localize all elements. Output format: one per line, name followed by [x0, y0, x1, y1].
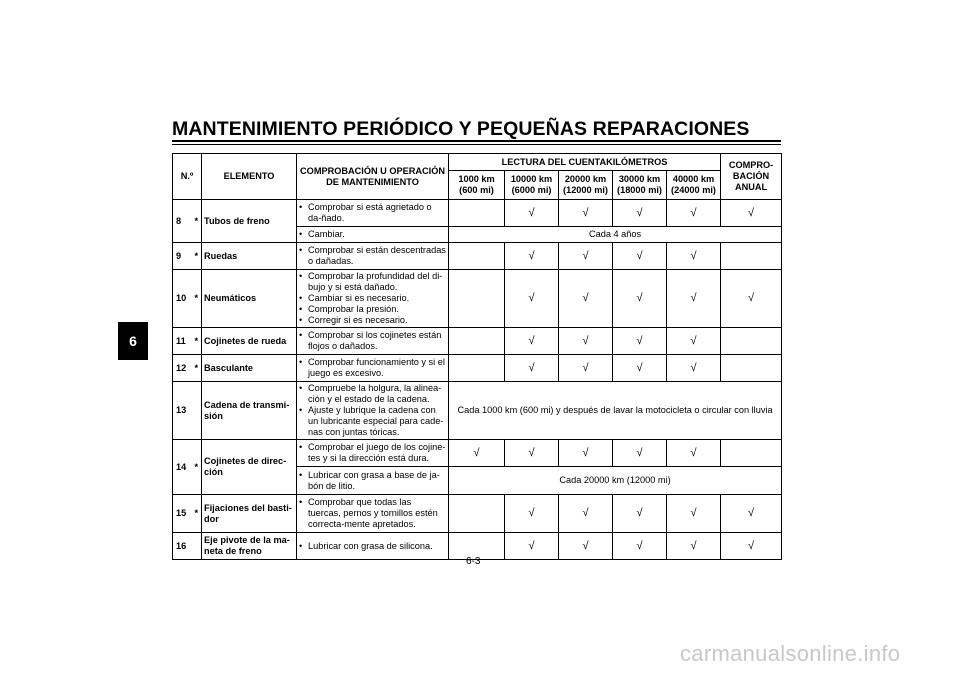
- check-cell-empty: [721, 243, 782, 270]
- star-mark: *: [192, 270, 202, 328]
- check-mark: √: [505, 243, 559, 270]
- element-name: Eje pivote de la ma-neta de freno: [202, 533, 297, 560]
- table-row: [173, 328, 782, 355]
- star-mark: *: [192, 328, 202, 355]
- operation-item: • Cambiar.: [299, 229, 446, 240]
- check-cell-empty: [721, 355, 782, 382]
- watermark: carmanualsonline.info: [680, 641, 901, 666]
- operation-cell: [297, 355, 449, 382]
- check-mark: √: [667, 355, 721, 382]
- element-name: Neumáticos: [202, 270, 297, 328]
- check-mark: √: [721, 533, 782, 560]
- header-interval-1: [449, 171, 505, 200]
- check-mark: √: [613, 355, 667, 382]
- header-interval-3: [559, 171, 613, 200]
- check-mark: √: [505, 270, 559, 328]
- km-40000: 40000 km: [672, 174, 715, 184]
- check-mark: √: [721, 200, 782, 227]
- check-mark: √: [613, 243, 667, 270]
- check-mark: √: [613, 495, 667, 533]
- row-number: 11: [173, 328, 192, 355]
- check-cell-empty: [721, 440, 782, 467]
- operation-item: • Comprobar la presión.: [299, 304, 446, 315]
- check-mark: √: [667, 243, 721, 270]
- operation-item: • Ajuste y lubrique la cadena con un lubricante especial para cade-nas con juntas tóricas.: [299, 405, 446, 438]
- operation-cell: [297, 200, 449, 227]
- operation-item: • Comprobar la profundidad del di-bujo y si está dañado.: [299, 271, 446, 293]
- operation-cell: [297, 227, 449, 243]
- element-name: Cojinetes de direc-ción: [202, 440, 297, 495]
- check-mark: √: [613, 270, 667, 328]
- star-mark: *: [192, 495, 202, 533]
- check-mark: √: [613, 533, 667, 560]
- header-row-1: [173, 154, 782, 171]
- row-number: 12: [173, 355, 192, 382]
- operation-item: • Corregir si es necesario.: [299, 315, 446, 326]
- element-name: Basculante: [202, 355, 297, 382]
- page-title: MANTENIMIENTO PERIÓDICO Y PEQUEÑAS REPARACIONES: [172, 118, 750, 140]
- check-mark: √: [559, 440, 613, 467]
- interval-span: Cada 4 años: [449, 227, 782, 243]
- check-mark: √: [667, 200, 721, 227]
- title-rule-thin: [172, 144, 781, 145]
- operation-item: • Comprobar funcionamiento y si el juego es excesivo.: [299, 357, 446, 379]
- check-mark: √: [505, 495, 559, 533]
- check-mark: √: [721, 495, 782, 533]
- check-cell-empty: [449, 243, 505, 270]
- operation-item: • Comprobar si está agrietado o da-ñado.: [299, 202, 446, 224]
- km-1000: 1000 km: [458, 174, 495, 184]
- operation-item: • Comprobar si están descentradas o dañadas.: [299, 245, 446, 267]
- row-number: 14: [173, 440, 192, 495]
- operation-cell: [297, 495, 449, 533]
- interval-span: Cada 1000 km (600 mi) y después de lavar la motocicleta o circular con lluvia: [449, 382, 782, 440]
- check-mark: √: [559, 355, 613, 382]
- check-mark: √: [559, 243, 613, 270]
- check-mark: √: [559, 200, 613, 227]
- star-mark-empty: [192, 533, 202, 560]
- operation-item: • Cambiar si es necesario.: [299, 293, 446, 304]
- operation-cell: [297, 382, 449, 440]
- table-row: [173, 440, 782, 467]
- row-number: 15: [173, 495, 192, 533]
- element-name: Cojinetes de rueda: [202, 328, 297, 355]
- check-mark: √: [505, 328, 559, 355]
- check-mark: √: [721, 270, 782, 328]
- element-name: Tubos de freno: [202, 200, 297, 243]
- row-number: 9: [173, 243, 192, 270]
- operation-item: • Compruebe la holgura, la alinea-ción y el estado de la cadena.: [299, 383, 446, 405]
- star-mark: *: [192, 355, 202, 382]
- check-mark: √: [613, 440, 667, 467]
- operation-cell: [297, 440, 449, 467]
- check-cell-empty: [449, 495, 505, 533]
- check-mark: √: [559, 495, 613, 533]
- header-interval-5: [667, 171, 721, 200]
- check-mark: √: [559, 270, 613, 328]
- star-mark: *: [192, 440, 202, 495]
- operation-item: • Lubricar con grasa de silicona.: [299, 541, 446, 552]
- table-row: [173, 382, 782, 440]
- element-name: Cadena de transmi-sión: [202, 382, 297, 440]
- check-mark: √: [667, 270, 721, 328]
- row-number: 10: [173, 270, 192, 328]
- check-mark: √: [667, 495, 721, 533]
- operation-item: • Comprobar si los cojinetes están flojos o dañados.: [299, 330, 446, 352]
- operation-cell: [297, 533, 449, 560]
- header-element: ELEMENTO: [202, 154, 297, 200]
- operation-cell: [297, 467, 449, 495]
- check-mark: √: [667, 440, 721, 467]
- check-cell-empty: [449, 328, 505, 355]
- star-mark-empty: [192, 382, 202, 440]
- row-number: 8: [173, 200, 192, 243]
- header-check: COMPROBACIÓN U OPERACIÓN DE MANTENIMIENTO: [297, 154, 449, 200]
- check-mark: √: [559, 533, 613, 560]
- check-mark: √: [667, 533, 721, 560]
- check-mark: √: [505, 440, 559, 467]
- km-30000: 30000 km: [618, 174, 661, 184]
- header-no: N.º: [173, 154, 202, 200]
- element-name: Ruedas: [202, 243, 297, 270]
- header-odometer: LECTURA DEL CUENTAKILÓMETROS: [449, 154, 721, 171]
- check-cell-empty: [449, 200, 505, 227]
- row-number: 16: [173, 533, 192, 560]
- mi-6000: (6000 mi): [511, 185, 552, 195]
- table-row: [173, 243, 782, 270]
- check-cell-empty: [449, 355, 505, 382]
- table-row: [173, 495, 782, 533]
- table-row: [173, 200, 782, 227]
- header-annual: COMPRO-BACIÓN ANUAL: [721, 154, 782, 200]
- check-cell-empty: [449, 270, 505, 328]
- operation-cell: [297, 270, 449, 328]
- row-number: 13: [173, 382, 192, 440]
- chapter-tab[interactable]: 6: [118, 322, 148, 360]
- mi-600: (600 mi): [459, 185, 494, 195]
- operation-item: • Comprobar que todas las tuercas, pernos y tornillos estén correcta-mente apretados.: [299, 497, 446, 530]
- check-mark: √: [667, 328, 721, 355]
- element-name: Fijaciones del basti-dor: [202, 495, 297, 533]
- title-rule-thick: [172, 140, 781, 142]
- check-mark: √: [505, 355, 559, 382]
- header-interval-2: [505, 171, 559, 200]
- operation-cell: [297, 328, 449, 355]
- table-row: [173, 355, 782, 382]
- check-mark: √: [559, 328, 613, 355]
- star-mark: *: [192, 243, 202, 270]
- star-mark: *: [192, 200, 202, 243]
- mi-18000: (18000 mi): [617, 185, 662, 195]
- operation-item: • Lubricar con grasa a base de ja-bón de litio.: [299, 470, 446, 492]
- check-mark: √: [613, 328, 667, 355]
- maintenance-table: [172, 153, 782, 560]
- mi-24000: (24000 mi): [671, 185, 716, 195]
- operation-item: • Comprobar el juego de los cojine-tes y si la dirección está dura.: [299, 442, 446, 464]
- header-interval-4: [613, 171, 667, 200]
- check-mark: √: [449, 440, 505, 467]
- km-20000: 20000 km: [564, 174, 607, 184]
- mi-12000: (12000 mi): [563, 185, 608, 195]
- operation-cell: [297, 243, 449, 270]
- check-mark: √: [613, 200, 667, 227]
- interval-span: Cada 20000 km (12000 mi): [449, 467, 782, 495]
- check-mark: √: [505, 533, 559, 560]
- check-mark: √: [505, 200, 559, 227]
- km-10000: 10000 km: [510, 174, 553, 184]
- page-number: 6-3: [466, 556, 481, 567]
- table-row: [173, 270, 782, 328]
- check-cell-empty: [721, 328, 782, 355]
